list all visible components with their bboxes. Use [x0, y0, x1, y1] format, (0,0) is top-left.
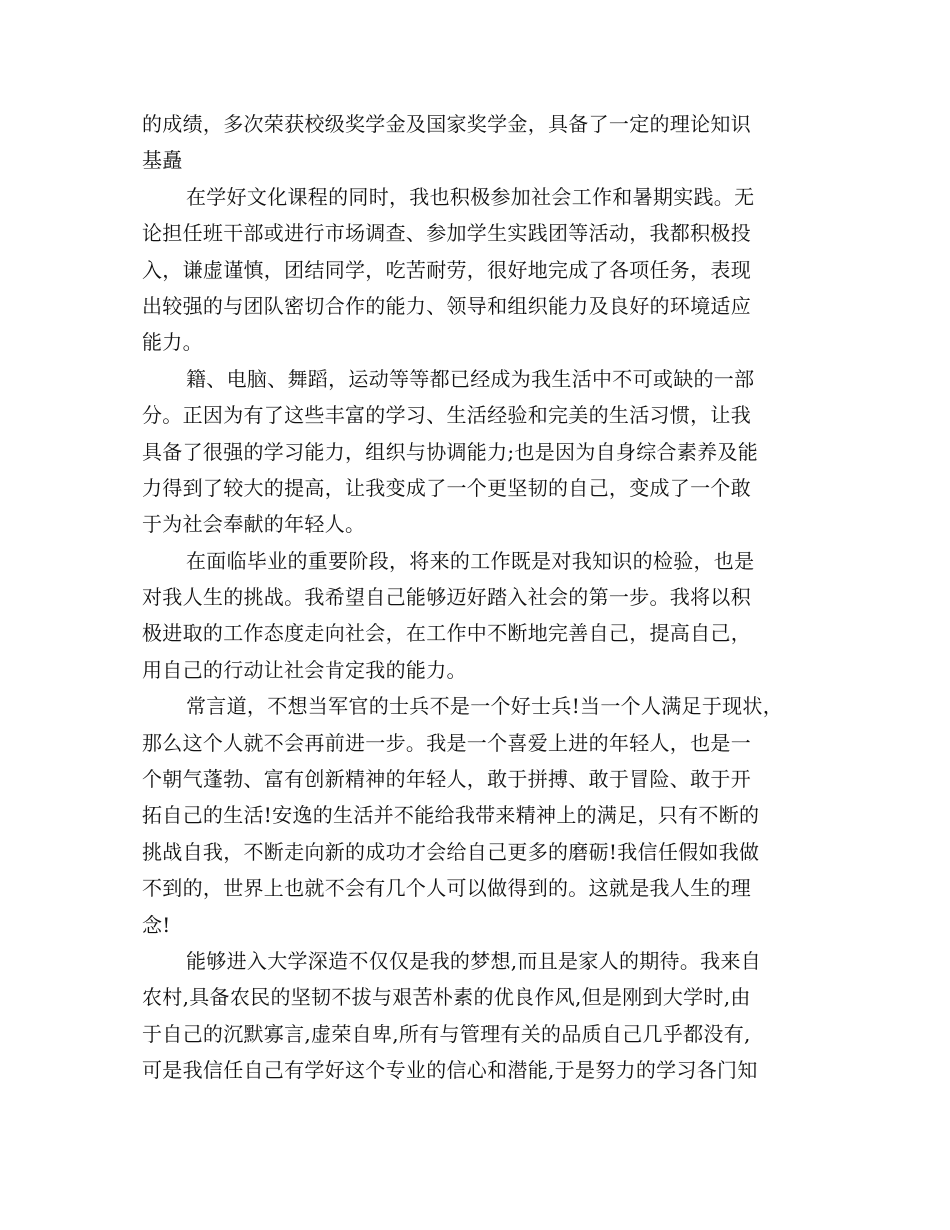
- text-line: 在学好文化课程的同时，我也积极参加社会工作和暑期实践。无: [186, 184, 755, 209]
- text-line: 基矗: [142, 148, 183, 173]
- text-line: 对我人生的挑战。我希望自己能够迈好踏入社会的第一步。我将以积: [142, 585, 751, 610]
- paragraph: [142, 688, 822, 943]
- text-line: 于自己的沉默寡言,虚荣自卑,所有与管理有关的品质自己几乎都没有,: [142, 1021, 751, 1046]
- text-line: 拓自己的生活!安逸的生活并不能给我带来精神上的满足，只有不断的: [142, 803, 760, 828]
- text-line: 分。正因为有了这些丰富的学习、生活经验和完美的生活习惯，让我: [142, 403, 751, 428]
- text-line: 常言道，不想当军官的士兵不是一个好士兵!当一个人满足于现状，: [186, 694, 784, 719]
- text-line: 的成绩，多次荣获校级奖学金及国家奖学金，具备了一定的理论知识: [142, 112, 751, 136]
- text-line: 籍、电脑、舞蹈，运动等等都已经成为我生活中不可或缺的一部: [186, 366, 755, 391]
- text-line: 那么这个人就不会再前进一步。我是一个喜爱上进的年轻人，也是一: [142, 730, 751, 755]
- paragraph: [142, 361, 822, 543]
- text-line: 农村,具备农民的坚韧不拔与艰苦朴素的优良作风,但是刚到大学时,由: [142, 985, 751, 1010]
- paragraph: [142, 543, 822, 689]
- text-line: 力得到了较大的提高，让我变成了一个更坚韧的自己，变成了一个敢: [142, 475, 751, 500]
- text-line: 挑战自我，不断走向新的成功才会给自己更多的磨砺!我信任假如我做: [142, 839, 760, 864]
- text-line: 念!: [142, 912, 171, 937]
- paragraph: [142, 106, 822, 179]
- text-line: 极进取的工作态度走向社会，在工作中不断地完善自己，提高自己，: [142, 621, 751, 646]
- text-line: 具备了很强的学习能力，组织与协调能力;也是因为自身综合素养及能: [142, 439, 759, 464]
- text-line: 于为社会奉献的年轻人。: [142, 512, 366, 537]
- paragraph: [142, 943, 822, 1089]
- text-line: 论担任班干部或进行市场调查、参加学生实践团等活动，我都积极投: [142, 221, 751, 246]
- text-line: 个朝气蓬勃、富有创新精神的年轻人，敢于拼搏、敢于冒险、敢于开: [142, 767, 751, 792]
- text-line: 能力。: [142, 330, 203, 355]
- text-line: 用自己的行动让社会肯定我的能力。: [142, 657, 467, 682]
- text-line: 不到的，世界上也就不会有几个人可以做得到的。这就是我人生的理: [142, 876, 751, 901]
- text-line: 能够进入大学深造不仅仅是我的梦想,而且是家人的期待。我来自: [186, 948, 762, 973]
- paragraph: [142, 179, 822, 361]
- text-line: 出较强的与团队密切合作的能力、领导和组织能力及良好的环境适应: [142, 293, 751, 318]
- document-body: [142, 106, 822, 1089]
- text-line: 可是我信任自己有学好这个专业的信心和潜能,于是努力的学习各门知: [142, 1058, 758, 1083]
- text-line: 在面临毕业的重要阶段，将来的工作既是对我知识的检验，也是: [186, 548, 755, 573]
- text-line: 入，谦虚谨慎，团结同学，吃苦耐劳，很好地完成了各项任务，表现: [142, 257, 751, 282]
